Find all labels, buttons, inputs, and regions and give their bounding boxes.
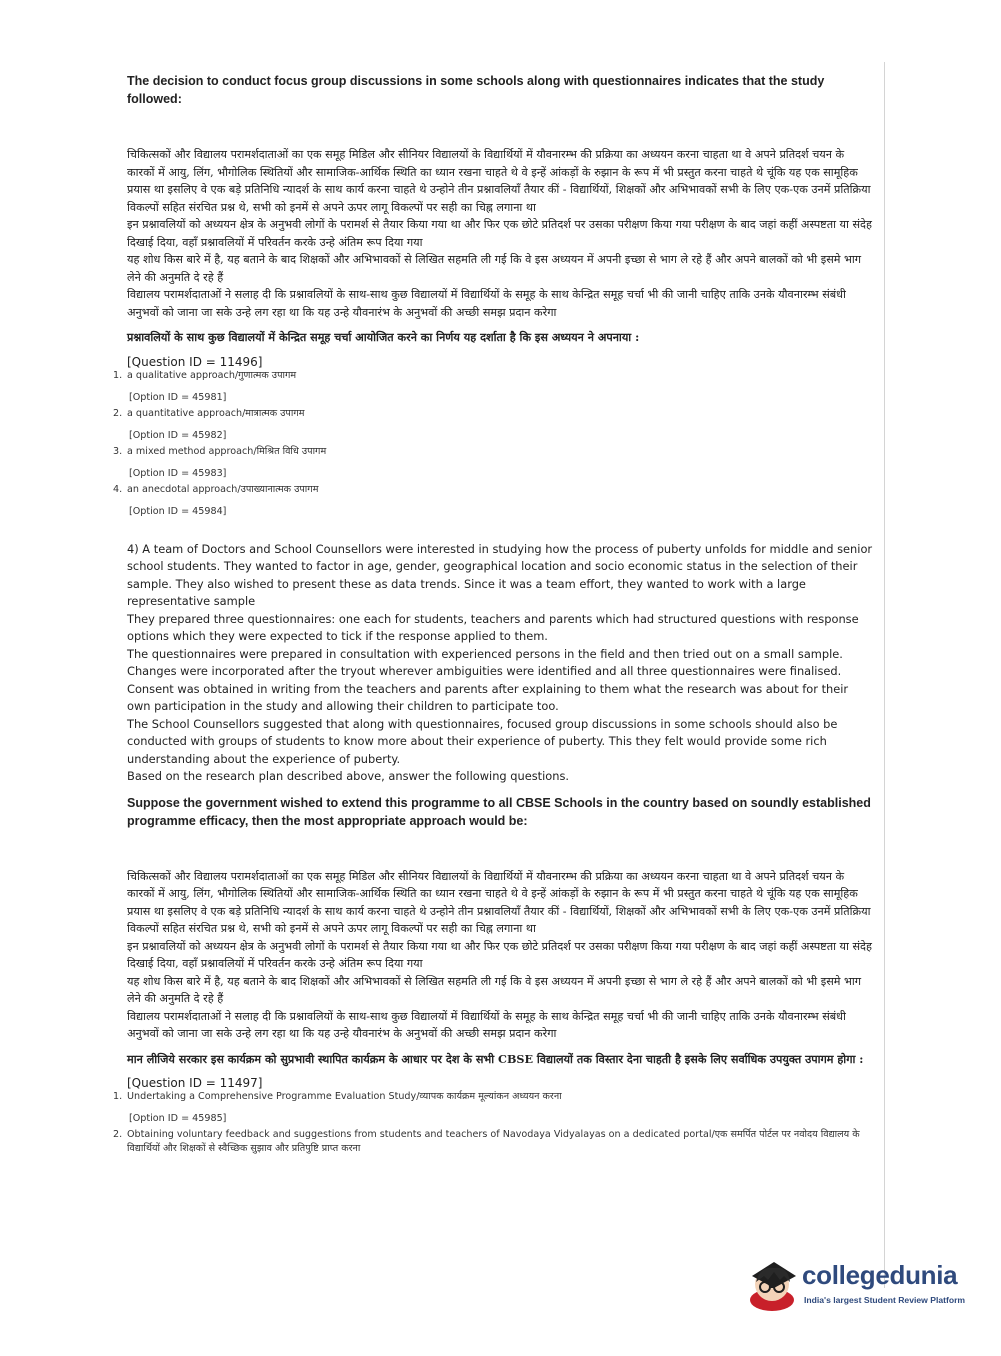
passage-paragraph: Based on the research plan described above, answer the following questions. <box>127 769 570 783</box>
passage-paragraph: इन प्रश्नावलियों को अध्ययन क्षेत्र के अनुभवी लोगों के परामर्श से तैयार किया गया था और फिर एक छोटे प्रतिदर्श पर उसका परीक्षण किया गया परीक्षण के बाद जहां कहीं अस्पष्टता या संदेह दिखाई दिया, वहाँ प्रश्नावलियों में परिवर्तन करके उन्हे अंतिम रूप दिया गया <box>127 218 872 249</box>
option-number: 3. <box>113 445 123 457</box>
option-text: Obtaining voluntary feedback and suggestions from students and teachers of Navodaya Vidyalayas on a dedicated portal/एक समर्पित पोर्टल पर नवोदय विद्यालय के विद्यार्थियों और शिक्षकों से स्वैच्छिक सुझाव और प्रतिपुष्टि प्राप्त करना <box>127 1129 860 1154</box>
option-number: 1. <box>113 1091 123 1102</box>
option-item[interactable] <box>113 1128 875 1156</box>
passage-paragraph: विद्यालय परामर्शदाताओं ने सलाह दी कि प्रश्नावलियों के साथ-साथ कुछ विद्यालयों में विद्यार्थियों के समूह के साथ केन्द्रित समूह चर्चा भी की जानी चाहिए ताकि उनके यौवनारम्भ संबंधी अनुभवों को जाना जा सके उन्हे लग रहा था कि यह उन्हे यौवनारंभ के अनुभवों की अच्छी समझ प्रदान करेगा <box>127 1009 846 1040</box>
option-item[interactable] <box>113 445 875 481</box>
student-mascot-icon <box>744 1254 800 1312</box>
option-number: 2. <box>113 1129 123 1140</box>
right-margin-rule <box>884 62 885 1288</box>
option-number: 1. <box>113 369 123 381</box>
passage-paragraph: चिकित्सकों और विद्यालय परामर्शदाताओं का एक समूह मिडिल और सीनियर विद्यालयों के विद्यार्थियों में यौवनारम्भ की प्रक्रिया का अध्ययन करना चाहता था वे अपने प्रतिदर्श चयन के कारकों में आयु, लिंग, भौगोलिक स्थितियों और सामाजिक-आर्थिक स्थिति का ध्यान रखना चाहते थे वे इन्हें आंकड़ों के रुझान के रूप में भी प्रस्तुत करना चाहते थे चूंकि यह एक सामूहिक प्रयास था इसलिए वे एक बड़े प्रतिनिधि न्यादर्श के साथ कार्य करना चाहते थे उन्होने तीन प्रश्नावलियाँ तैयार कीं - विद्यार्थियों, शिक्षकों और अभिभावकों सभी के लिए एक-एक उनमें प्रतिक्रिया विकल्पों सहित संरचित प्रश्न थे, सभी को इनमें से अपने ऊपर लागू विकल्पों पर सही का चिह्न लगाना था <box>127 869 871 935</box>
option-id: [Option ID = 45984] <box>129 505 227 517</box>
passage-paragraph: 4) A team of Doctors and School Counsellors were interested in studying how the process of puberty unfolds for middle and senior school students. They wanted to factor in age, gender, geographical location and socio economic status in the selection of their sample. They also wished to present these as data trends. Since it was a team effort, they wanted to work with a large representative sample <box>127 541 873 608</box>
option-text: Undertaking a Comprehensive Programme Evaluation Study/व्यापक कार्यक्रम मूल्यांकन अध्ययन करना <box>127 1091 562 1102</box>
passage-english <box>127 541 875 786</box>
passage-paragraph: चिकित्सकों और विद्यालय परामर्शदाताओं का एक समूह मिडिल और सीनियर विद्यालयों के विद्यार्थियों में यौवनारम्भ की प्रक्रिया का अध्ययन करना चाहता था वे अपने प्रतिदर्श चयन के कारकों में आयु, लिंग, भौगोलिक स्थितियों और सामाजिक-आर्थिक स्थिति का ध्यान रखना चाहते थे वे इन्हें आंकड़ों के रुझान के रूप में भी प्रस्तुत करना चाहते थे चूंकि यह एक सामूहिक प्रयास था इसलिए वे एक बड़े प्रतिनिधि न्यादर्श के साथ कार्य करना चाहते थे उन्होने तीन प्रश्नावलियाँ तैयार कीं - विद्यार्थियों, शिक्षकों और अभिभावकों सभी के लिए एक-एक उनमें प्रतिक्रिया विकल्पों सहित संरचित प्रश्न थे, सभी को इनमें से अपने ऊपर लागू विकल्पों पर सही का चिह्न लगाना था <box>127 148 871 214</box>
options-list <box>113 369 875 519</box>
passage-paragraph: Consent was obtained in writing from the teachers and parents after explaining to them what the research was about for their own participation in the study and allowing their children to participate too. <box>127 681 849 713</box>
logo-text: collegedunia <box>802 1260 958 1290</box>
passage-paragraph: The questionnaires were prepared in consultation with experienced persons in the field and then tried out on a small sample. Changes were incorporated after the tryout wherever ambiguities were identified and all three questionnaires were finalised. <box>127 646 843 678</box>
option-item[interactable] <box>113 483 875 519</box>
question-hindi: प्रश्नावलियों के साथ कुछ विद्यालयों में केन्द्रित समूह चर्चा आयोजित करने का निर्णय यह दर्शाता है कि इस अध्ययन ने अपनाया : <box>127 330 640 344</box>
option-text: a quantitative approach/मात्रात्मक उपागम <box>127 407 305 419</box>
option-number: 2. <box>113 407 123 419</box>
passage-paragraph: यह शोध किस बारे में है, यह बताने के बाद शिक्षकों और अभिभावकों से लिखित सहमति ली गई कि वे इस अध्ययन में अपनी इच्छा से भाग ले रहे हैं और अपने बालकों को भी इसमे भाग लेने की अनुमति दे रहे हैं <box>127 974 862 1005</box>
option-item[interactable] <box>113 407 875 443</box>
option-item[interactable] <box>113 1090 875 1126</box>
question-english: The decision to conduct focus group discussions in some schools along with questionnaires indicates that the study followed: <box>127 74 825 106</box>
option-text: an anecdotal approach/उपाख्यानात्मक उपागम <box>127 483 319 495</box>
question-id: [Question ID = 11497] <box>127 1076 263 1090</box>
passage-paragraph: The School Counsellors suggested that along with questionnaires, focused group discussions in some schools should also be conducted with groups of students to know more about their experience of puberty. This they felt would provide some rich understanding about the experience of puberty. <box>127 716 838 766</box>
question-hindi: मान लीजिये सरकार इस कार्यक्रम को सुप्रभावी स्थापित कार्यक्रम के आधार पर देश के सभी CBSE विद्यालयों तक विस्तार देना चाहती है इसके लिए सर्वाधिक उपयुक्त उपागम होगा : <box>127 1051 864 1066</box>
option-text: a qualitative approach/गुणात्मक उपागम <box>127 369 297 381</box>
collegedunia-logo[interactable] <box>744 1254 974 1314</box>
question-id: [Question ID = 11496] <box>127 354 263 369</box>
option-id: [Option ID = 45981] <box>129 391 227 403</box>
passage-paragraph: यह शोध किस बारे में है, यह बताने के बाद शिक्षकों और अभिभावकों से लिखित सहमति ली गई कि वे इस अध्ययन में अपनी इच्छा से भाग ले रहे हैं और अपने बालकों को भी इसमे भाग लेने की अनुमति दे रहे हैं <box>127 253 862 284</box>
option-id: [Option ID = 45982] <box>129 429 227 441</box>
passage-hindi <box>127 146 875 321</box>
option-id: [Option ID = 45985] <box>129 1113 227 1124</box>
passage-paragraph: They prepared three questionnaires: one each for students, teachers and parents which had structured questions with response options which they were expected to tick if the response applied to them. <box>127 611 859 643</box>
question-page <box>113 72 875 1156</box>
question-english: Suppose the government wished to extend this programme to all CBSE Schools in the country based on soundly established programme efficacy, then the most appropriate approach would be: <box>127 795 871 828</box>
options-list <box>113 1090 875 1156</box>
option-item[interactable] <box>113 369 875 405</box>
option-number: 4. <box>113 483 123 495</box>
passage-paragraph: इन प्रश्नावलियों को अध्ययन क्षेत्र के अनुभवी लोगों के परामर्श से तैयार किया गया था और फिर एक छोटे प्रतिदर्श पर उसका परीक्षण किया गया परीक्षण के बाद जहां कहीं अस्पष्टता या संदेह दिखाई दिया, वहाँ प्रश्नावलियों में परिवर्तन करके उन्हे अंतिम रूप दिया गया <box>127 939 872 970</box>
option-text: a mixed method approach/मिश्रित विधि उपागम <box>127 445 327 457</box>
passage-paragraph: विद्यालय परामर्शदाताओं ने सलाह दी कि प्रश्नावलियों के साथ-साथ कुछ विद्यालयों में विद्यार्थियों के समूह के साथ केन्द्रित समूह चर्चा भी की जानी चाहिए ताकि उनके यौवनारम्भ संबंधी अनुभवों को जाना जा सके उन्हे लग रहा था कि यह उन्हे यौवनारंभ के अनुभवों की अच्छी समझ प्रदान करेगा <box>127 288 846 319</box>
passage-hindi <box>127 868 875 1043</box>
option-id: [Option ID = 45983] <box>129 467 227 479</box>
logo-tagline: India's largest Student Review Platform <box>804 1295 966 1305</box>
